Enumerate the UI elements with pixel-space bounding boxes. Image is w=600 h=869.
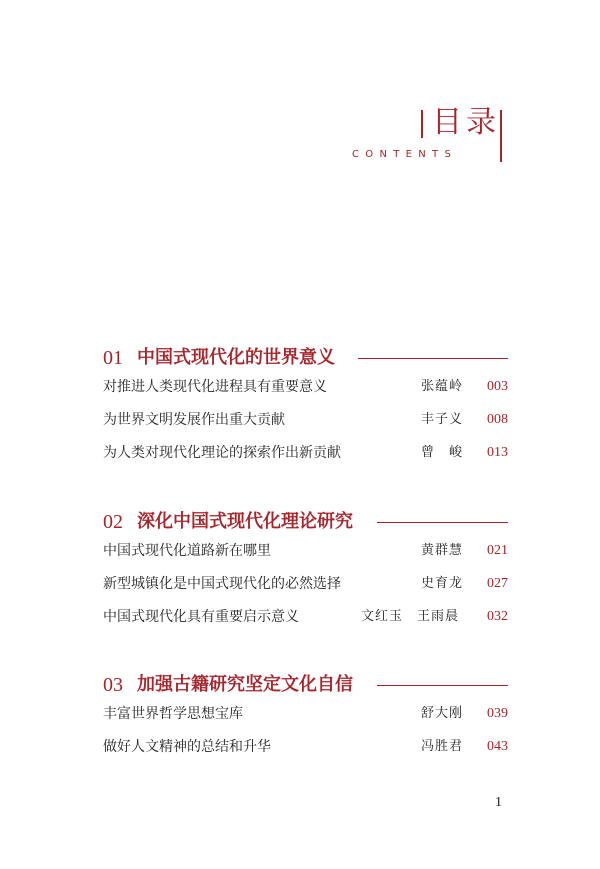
toc-entry[interactable] <box>103 535 508 568</box>
section-title: 中国式现代化的世界意义 <box>137 347 335 368</box>
header-right-bar <box>500 110 502 162</box>
entry-author: 冯胜君 <box>421 739 464 754</box>
section-01 <box>103 345 508 470</box>
entry-page: 021 <box>487 543 508 558</box>
entry-author: 张蕴岭 <box>421 379 464 394</box>
entry-title: 做好人文精神的总结和升华 <box>103 739 271 755</box>
entry-author: 史育龙 <box>421 576 464 591</box>
toc-entry[interactable] <box>103 371 508 404</box>
entry-title: 对推进人类现代化进程具有重要意义 <box>103 379 327 395</box>
section-heading <box>103 672 508 698</box>
entry-title: 中国式现代化具有重要启示意义 <box>103 609 299 625</box>
section-heading <box>103 345 508 371</box>
header-left-bar <box>421 110 423 138</box>
entry-title: 为人类对现代化理论的探索作出新贡献 <box>103 445 341 461</box>
entry-title: 丰富世界哲学思想宝库 <box>103 706 243 722</box>
entry-author: 文红玉 王雨晨 <box>361 609 460 624</box>
section-title: 加强古籍研究坚定文化自信 <box>137 674 353 695</box>
page-number: 1 <box>495 795 502 810</box>
section-02 <box>103 509 508 634</box>
entry-page: 003 <box>487 379 508 394</box>
section-rule <box>377 522 508 523</box>
toc-entry[interactable] <box>103 731 508 764</box>
entry-author: 黄群慧 <box>421 543 464 558</box>
entry-title: 新型城镇化是中国式现代化的必然选择 <box>103 576 341 592</box>
toc-entry[interactable] <box>103 437 508 470</box>
section-rule <box>377 685 508 686</box>
section-number: 01 <box>103 347 123 369</box>
entry-author: 丰子义 <box>421 412 464 427</box>
entry-title: 为世界文明发展作出重大贡献 <box>103 412 285 428</box>
page-subtitle: CONTENTS <box>352 149 458 160</box>
toc-entry[interactable] <box>103 601 508 634</box>
section-heading <box>103 509 508 535</box>
toc-entry[interactable] <box>103 698 508 731</box>
page-title: 目录 <box>432 105 500 140</box>
section-03 <box>103 672 508 764</box>
section-title: 深化中国式现代化理论研究 <box>137 511 353 532</box>
section-number: 03 <box>103 674 123 696</box>
entry-page: 008 <box>487 412 508 427</box>
entry-page: 027 <box>487 576 508 591</box>
section-rule <box>358 358 508 359</box>
section-number: 02 <box>103 511 123 533</box>
entry-author: 曾 峻 <box>421 445 464 460</box>
toc-entry[interactable] <box>103 568 508 601</box>
entry-page: 032 <box>487 609 508 624</box>
entry-page: 043 <box>487 739 508 754</box>
entry-author: 舒大刚 <box>421 706 464 721</box>
entry-page: 013 <box>487 445 508 460</box>
toc-entry[interactable] <box>103 404 508 437</box>
entry-title: 中国式现代化道路新在哪里 <box>103 543 271 559</box>
entry-page: 039 <box>487 706 508 721</box>
